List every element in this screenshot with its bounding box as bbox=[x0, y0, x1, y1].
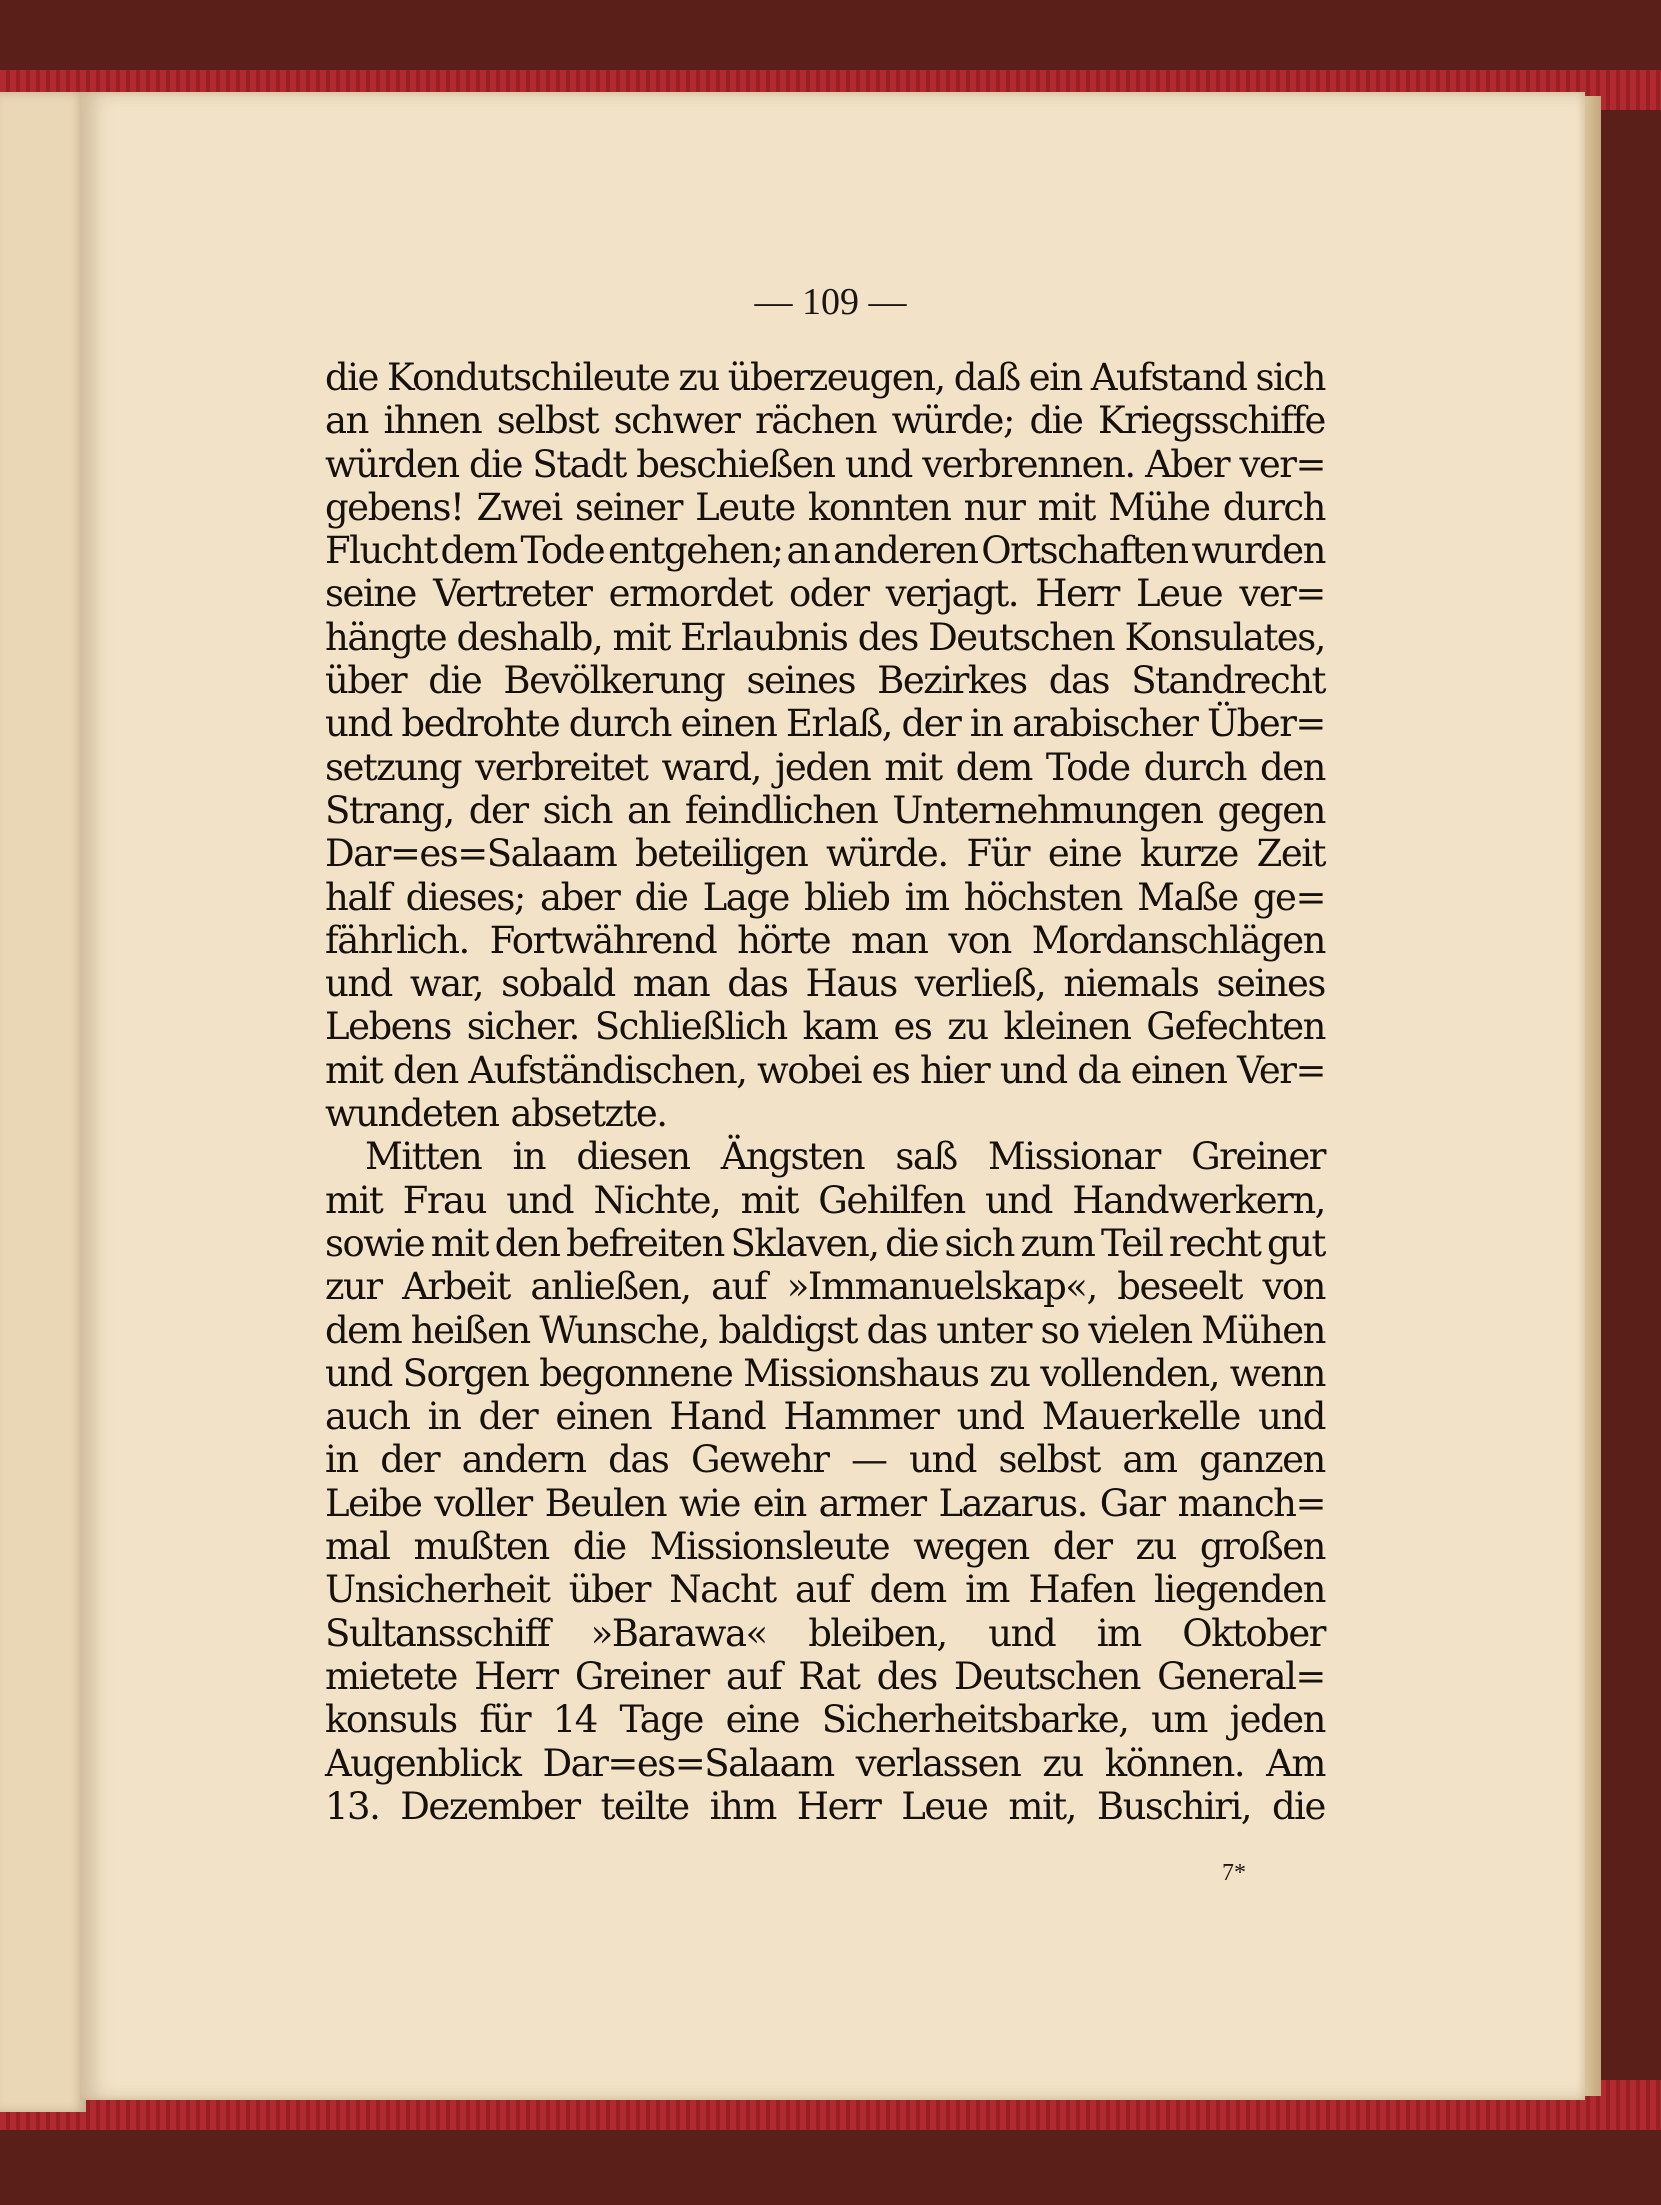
text-line: über die Bevölkerung seines Bezirkes das Standrecht bbox=[325, 659, 1325, 703]
text-line: Strang, der sich an feindlichen Unternehmungen gegen bbox=[325, 788, 1325, 832]
text-line: konsuls für 14 Tage eine Sicherheitsbarke, um jeden bbox=[325, 1698, 1325, 1742]
text-line: mal mußten die Missionsleute wegen der zu großen bbox=[325, 1525, 1325, 1569]
left-page-edge bbox=[0, 92, 86, 2112]
text-line: fährlich. Fortwährend hörte man von Mordanschlägen bbox=[325, 918, 1325, 962]
text-line: würden die Stadt beschießen und verbrennen. Aber ver= bbox=[325, 442, 1325, 486]
text-line: hängte deshalb, mit Erlaubnis des Deutschen Konsulates, bbox=[325, 615, 1325, 659]
text-line: dem heißen Wunsche, baldigst das unter so vielen Mühen bbox=[325, 1308, 1325, 1352]
text-line: wundeten absetzte. bbox=[325, 1092, 667, 1136]
text-line: mit Frau und Nichte, mit Gehilfen und Handwerkern, bbox=[325, 1178, 1325, 1222]
text-line: setzung verbreitet ward, jeden mit dem Tode durch den bbox=[325, 745, 1325, 789]
text-line: Lebens sicher. Schließlich kam es zu kleinen Gefechten bbox=[325, 1005, 1325, 1049]
text-line: zur Arbeit anließen, auf »Immanuelskap«, beseelt von bbox=[325, 1265, 1325, 1309]
text-line: die Kondutschileute zu überzeugen, daß ein Aufstand sich bbox=[325, 356, 1325, 399]
body-text bbox=[325, 356, 1325, 1828]
text-line: half dieses; aber die Lage blieb im höchsten Maße ge= bbox=[325, 875, 1325, 919]
text-line: auch in der einen Hand Hammer und Mauerkelle und bbox=[325, 1395, 1325, 1439]
text-line: mit den Aufständischen, wobei es hier und da einen Ver= bbox=[325, 1048, 1325, 1092]
text-line: Flucht dem Tode entgehen; an anderen Ortschaften wurden bbox=[325, 529, 1325, 573]
text-line: an ihnen selbst schwer rächen würde; die Kriegsschiffe bbox=[325, 399, 1325, 443]
page-fore-edge bbox=[1585, 96, 1601, 2096]
text-line: Unsicherheit über Nacht auf dem im Hafen liegenden bbox=[325, 1568, 1325, 1612]
text-line: seine Vertreter ermordet oder verjagt. Herr Leue ver= bbox=[325, 572, 1325, 616]
text-line: Leibe voller Beulen wie ein armer Lazarus. Gar manch= bbox=[325, 1481, 1325, 1525]
text-line: mietete Herr Greiner auf Rat des Deutschen General= bbox=[325, 1654, 1325, 1698]
text-line: und Sorgen begonnene Missionshaus zu vollenden, wenn bbox=[325, 1351, 1325, 1395]
signature-mark: 7* bbox=[1222, 1860, 1246, 1886]
text-line: Mitten in diesen Ängsten saß Missionar Greiner bbox=[365, 1135, 1325, 1179]
text-line: gebens! Zwei seiner Leute konnten nur mit Mühe durch bbox=[325, 485, 1325, 529]
text-line: Sultansschiff »Barawa« bleiben, und im Oktober bbox=[325, 1611, 1325, 1655]
text-line: sowie mit den befreiten Sklaven, die sich zum Teil recht gut bbox=[325, 1221, 1325, 1265]
text-line: 13. Dezember teilte ihm Herr Leue mit, Buschiri, die bbox=[325, 1784, 1325, 1828]
text-line: Dar=es=Salaam beteiligen würde. Für eine kurze Zeit bbox=[325, 832, 1325, 876]
text-line: und bedrohte durch einen Erlaß, der in arabischer Über= bbox=[325, 702, 1325, 746]
page-number: — 109 — bbox=[754, 281, 907, 323]
text-line: in der andern das Gewehr — und selbst am ganzen bbox=[325, 1438, 1325, 1482]
text-line: Augenblick Dar=es=Salaam verlassen zu können. Am bbox=[325, 1741, 1325, 1785]
text-line: und war, sobald man das Haus verließ, niemals seines bbox=[325, 962, 1325, 1006]
